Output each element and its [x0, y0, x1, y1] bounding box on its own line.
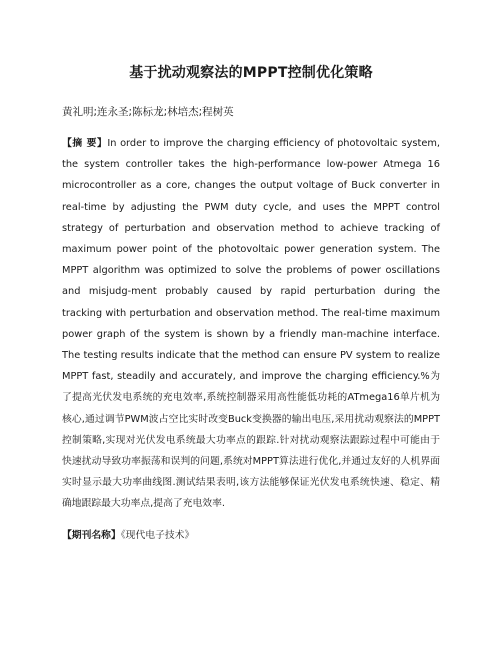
- abstract-section: [62, 133, 440, 515]
- author-list: 黄礼明;连永圣;陈标龙;林培杰;程树英: [62, 106, 234, 118]
- abstract-label: 【摘 要】: [62, 138, 108, 149]
- paper-title: 基于扰动观察法的MPPT控制优化策略: [129, 65, 373, 81]
- journal-section: [62, 525, 440, 546]
- journal-label: 【期刊名称】: [62, 529, 121, 541]
- journal-name: 《现代电子技术》: [120, 529, 195, 541]
- abstract-text: In order to improve the charging efficiency of photovoltaic system, the system controller takes the high-performance low-power Atmega 16 microcontroller as a core, changes the output voltage of Buck converter in real-time by adjusting the PWM duty cycle, and uses the MPPT control strategy of perturbation and observation method to achieve tracking of maximum power point of the photovoltaic power generation system. The MPPT algorithm was optimized to solve the problems of power oscillations and misjudg-ment probably caused by rapid perturbation during the tracking with perturbation and observation method. The real-time maximum power graph of the system is shown by a friendly man-machine interface. The testing results indicate that the method can ensure PV system to realize MPPT fast, steadily and accurately, and improve the charging efficiency.%为了提高光伏发电系统的充电效率,系统控制器采用高性能低功耗的ATmega16单片机为核心,通过调节PWM波占空比实时改变Buck变换器的输出电压,采用扰动观察法的MPPT控制策略,实现对光伏发电系统最大功率点的跟踪.针对扰动观察法跟踪过程中可能由于快速扰动导致功率振荡和误判的问题,系统对MPPT算法进行优化,并通过友好的人机界面实时显示最大功率曲线图.测试结果表明,该方法能够保证光伏发电系统快速、稳定、精确地跟踪最大功率点,提高了充电效率.: [62, 138, 441, 510]
